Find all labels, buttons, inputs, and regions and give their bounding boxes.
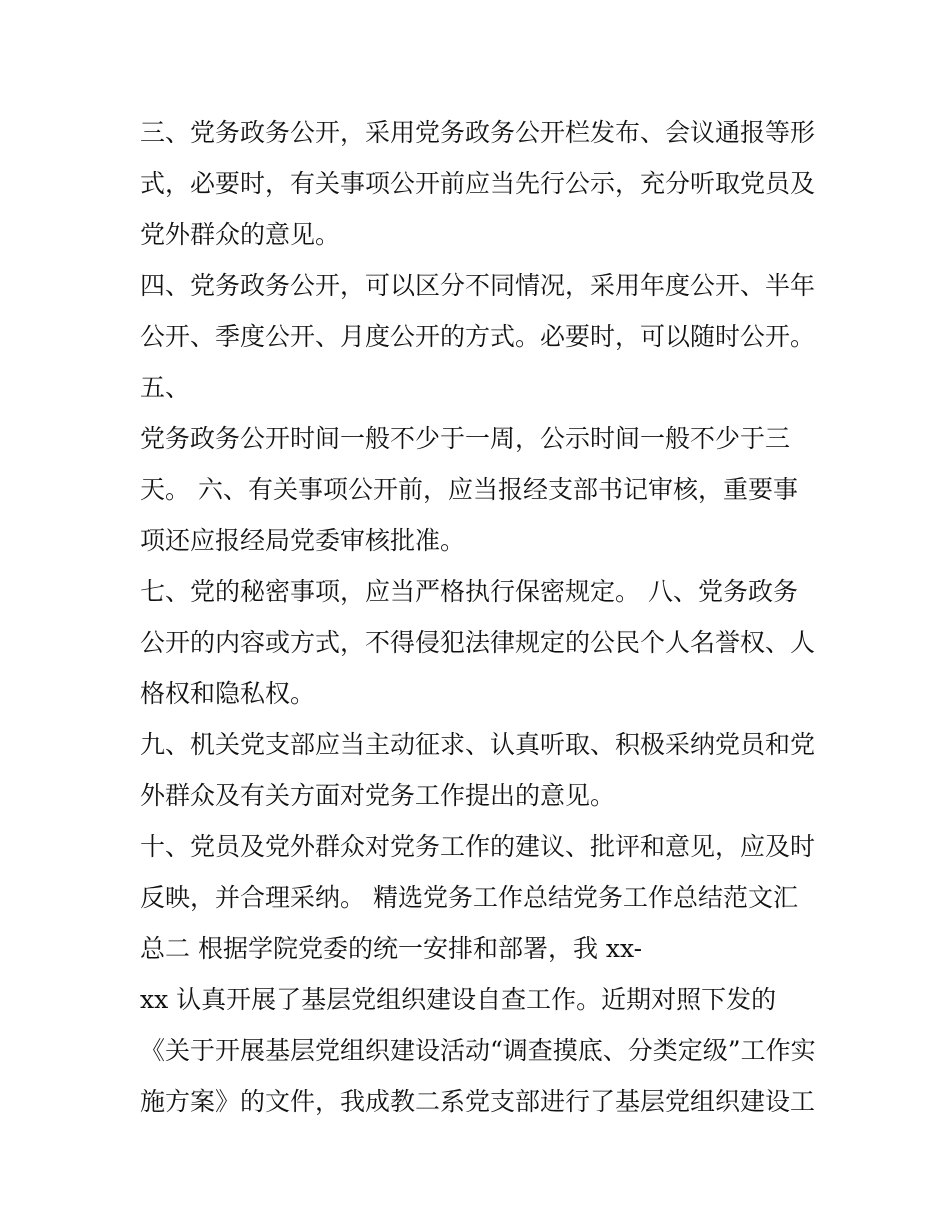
text-line: 十、党员及党外群众对党务工作的建议、批评和意见，应及时: [140, 832, 816, 861]
text-line: 公开的内容或方式，不得侵犯法律规定的公民个人名誉权、人: [140, 628, 816, 657]
text-line: 七、党的秘密事项，应当严格执行保密规定。 八、党务政务: [140, 577, 798, 606]
text-line: 外群众及有关方面对党务工作提出的意见。: [140, 781, 616, 810]
text-line: 九、机关党支部应当主动征求、认真听取、积极采纳党员和党: [140, 730, 816, 759]
text-line: 天。 六、有关事项公开前，应当报经支部书记审核，重要事: [140, 475, 798, 504]
text-line: 四、党务政务公开，可以区分不同情况，采用年度公开、半年: [140, 271, 816, 300]
text-line: 施方案》的文件，我成教二系党支部进行了基层党组织建设工: [140, 1087, 816, 1116]
text-line: 三、党务政务公开，采用党务政务公开栏发布、会议通报等形: [140, 118, 816, 147]
text-line: 党外群众的意见。: [140, 220, 341, 249]
text-line: xx 认真开展了基层党组织建设自查工作。近期对照下发的: [140, 985, 777, 1014]
text-line: 格权和隐私权。: [140, 679, 316, 708]
text-line: 五、: [140, 373, 191, 402]
text-line: 公开、季度公开、月度公开的方式。必要时，可以随时公开。: [140, 322, 816, 351]
text-line: 总二 根据学院党委的统一安排和部署，我 xx-: [140, 934, 643, 963]
text-line: 反映，并合理采纳。 精选党务工作总结党务工作总结范文汇: [140, 883, 798, 912]
text-line: 项还应报经局党委审核批准。: [140, 526, 466, 555]
text-line: 党务政务公开时间一般不少于一周，公示时间一般不少于三: [140, 424, 791, 453]
document-body: [140, 107, 820, 1127]
text-line: 式，必要时，有关事项公开前应当先行公示，充分听取党员及: [140, 169, 816, 198]
text-line: 《关于开展基层党组织建设活动“调查摸底、分类定级”工作实: [140, 1036, 816, 1065]
